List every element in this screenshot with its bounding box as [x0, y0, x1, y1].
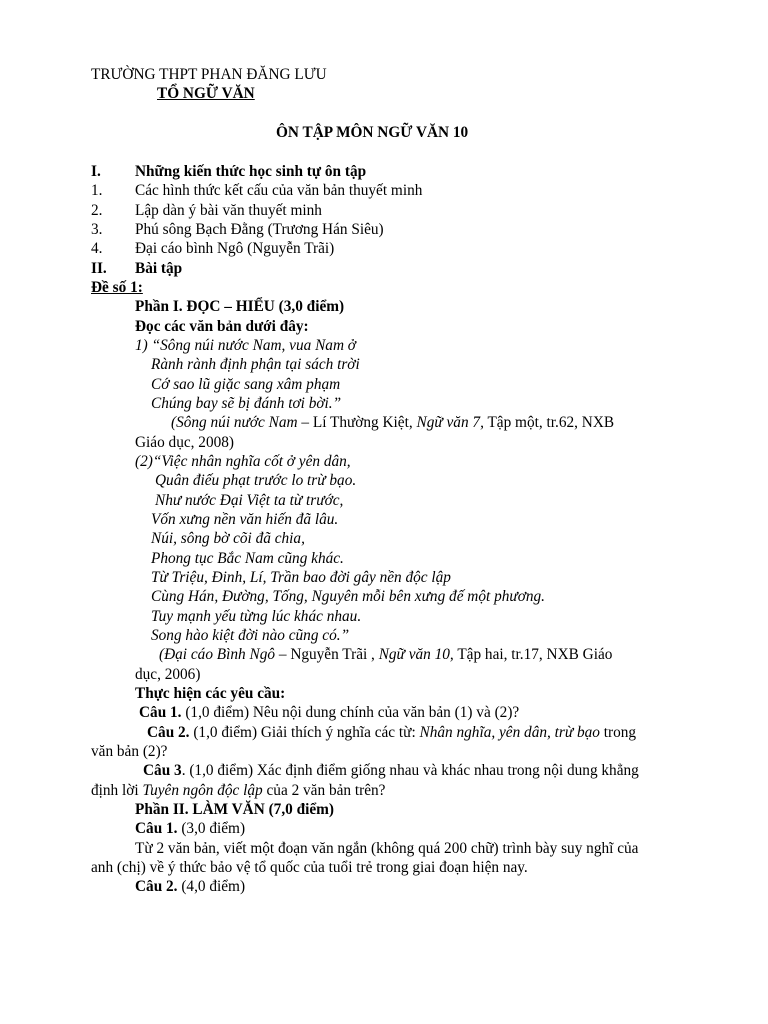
list-item: Đại cáo bình Ngô (Nguyễn Trãi) [135, 240, 335, 257]
reading-instruction: Đọc các văn bản dưới đây: [135, 318, 309, 335]
question-3-cont: định lời Tuyên ngôn độc lập của 2 văn bản trên? [91, 782, 386, 799]
part-1-heading: Phần I. ĐỌC – HIỂU (3,0 điểm) [135, 298, 345, 315]
poem-2-line: Núi, sông bờ cõi đã chia, [151, 530, 305, 547]
poem-1-line: Cớ sao lũ giặc sang xâm phạm [151, 376, 341, 393]
list-item: Lập dàn ý bài văn thuyết minh [135, 202, 322, 219]
department-name: TỔ NGỮ VĂN [157, 85, 255, 102]
question-2: Câu 2. (1,0 điểm) Giải thích ý nghĩa các từ: Nhân nghĩa, yên dân, trừ bạo trong [147, 724, 637, 741]
section-2-heading: Bài tập [135, 260, 183, 277]
poem-2-line: Song hào kiệt đời nào cũng có.” [151, 627, 350, 644]
section-1-number: I. [91, 163, 101, 180]
question-1: Câu 1. (1,0 điểm) Nêu nội dung chính của văn bản (1) và (2)? [139, 704, 520, 721]
source-citation-2-cont: dục, 2006) [135, 666, 201, 683]
question-2-cont: văn bản (2)? [91, 743, 168, 760]
poem-1-line: Rành rành định phận tại sách trời [151, 356, 360, 373]
poem-2-line: Như nước Đại Việt ta từ trước, [155, 492, 344, 509]
poem-2-line: (2)“Việc nhân nghĩa cốt ở yên dân, [135, 453, 351, 470]
poem-2-line: Quân điếu phạt trước lo trừ bạo. [155, 472, 357, 489]
list-item-number: 1. [91, 182, 103, 199]
poem-2-line: Cùng Hán, Đường, Tống, Nguyên mỗi bên xưng đế một phương. [151, 588, 546, 605]
poem-2-line: Tuy mạnh yếu từng lúc khác nhau. [151, 608, 362, 625]
list-item: Các hình thức kết cấu của văn bản thuyết minh [135, 182, 423, 199]
list-item: Phú sông Bạch Đằng (Trương Hán Siêu) [135, 221, 384, 238]
section-1-heading: Những kiến thức học sinh tự ôn tập [135, 163, 367, 180]
document-title: ÔN TẬP MÔN NGỮ VĂN 10 [276, 124, 469, 141]
poem-2-line: Từ Triệu, Đinh, Lí, Trần bao đời gây nền độc lập [151, 569, 451, 586]
part-2-heading: Phần II. LÀM VĂN (7,0 điểm) [135, 801, 335, 818]
list-item-number: 2. [91, 202, 103, 219]
writing-question-1-body-cont: anh (chị) về ý thức bảo vệ tổ quốc của tuổi trẻ trong giai đoạn hiện nay. [91, 859, 528, 876]
poem-1-line: 1) “Sông núi nước Nam, vua Nam ở [135, 337, 356, 354]
poem-1-line: Chúng bay sẽ bị đánh tơi bời.” [151, 395, 342, 412]
list-item-number: 4. [91, 240, 103, 257]
task-heading: Thực hiện các yêu cầu: [135, 685, 286, 702]
writing-question-2: Câu 2. (4,0 điểm) [135, 878, 246, 895]
poem-2-line: Phong tục Bắc Nam cũng khác. [151, 550, 344, 567]
poem-2-line: Vốn xưng nền văn hiến đã lâu. [151, 511, 339, 528]
writing-question-1-body: Từ 2 văn bản, viết một đoạn văn ngắn (không quá 200 chữ) trình bày suy nghĩ của [135, 840, 639, 857]
list-item-number: 3. [91, 221, 103, 238]
exam-label: Đề số 1: [91, 279, 143, 296]
source-citation-1: (Sông núi nước Nam – Lí Thường Kiệt, Ngữ văn 7, Tập một, tr.62, NXB [171, 414, 615, 431]
source-citation-2: (Đại cáo Bình Ngô – Nguyễn Trãi , Ngữ văn 10, Tập hai, tr.17, NXB Giáo [159, 646, 613, 663]
source-citation-1-cont: Giáo dục, 2008) [135, 434, 234, 451]
question-3: Câu 3. (1,0 điểm) Xác định điểm giống nhau và khác nhau trong nội dung khẳng [143, 762, 639, 779]
writing-question-1: Câu 1. (3,0 điểm) [135, 820, 246, 837]
school-name: TRƯỜNG THPT PHAN ĐĂNG LƯU [91, 66, 327, 83]
section-2-number: II. [91, 260, 107, 277]
